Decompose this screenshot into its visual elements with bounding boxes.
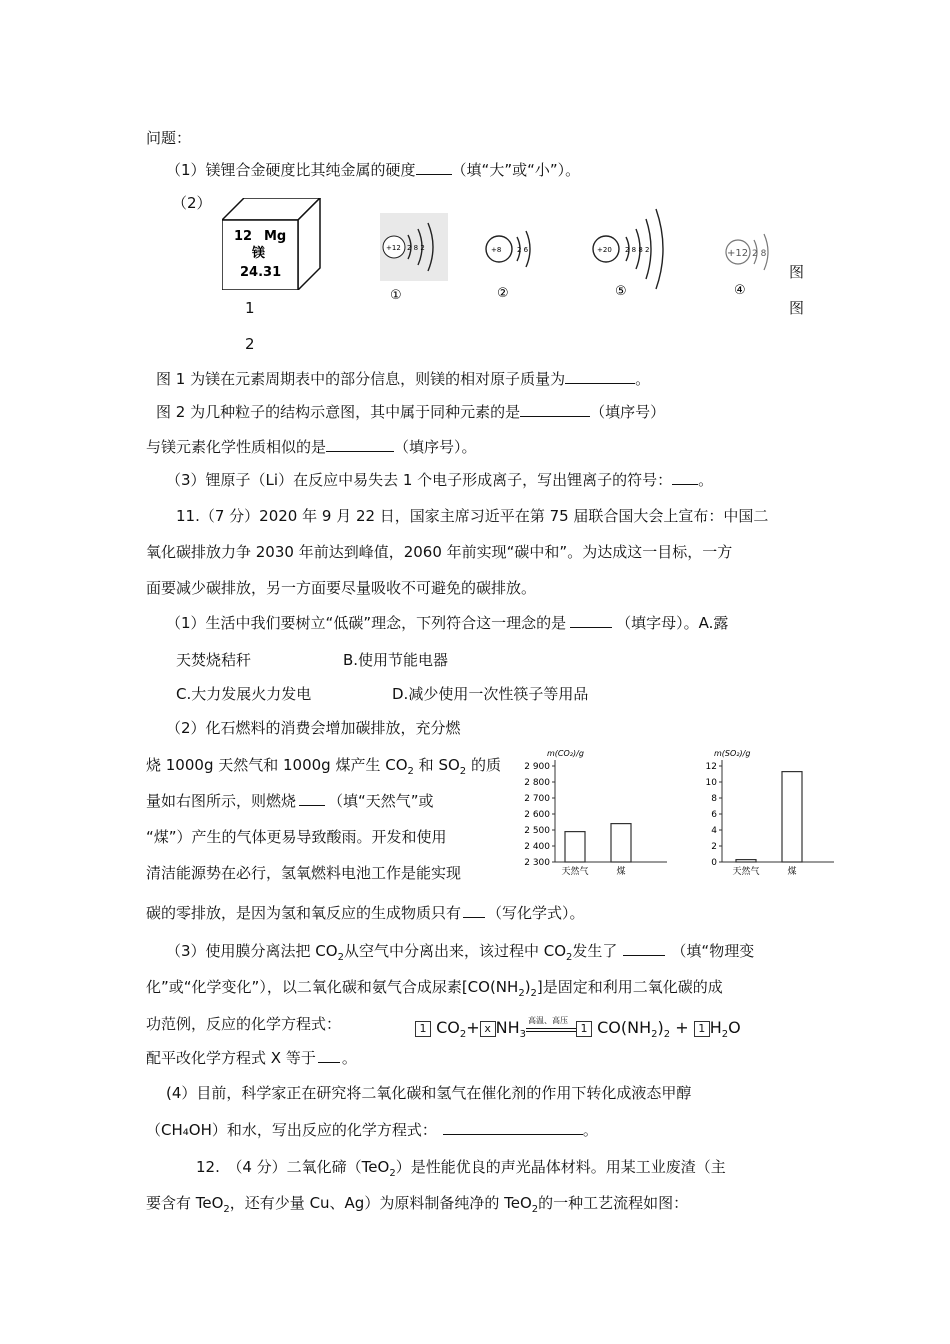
mg-periodic-card — [222, 198, 328, 290]
coef-h2o: 1 — [694, 1021, 710, 1037]
q11-part3-line1: （3）使用膜分离法把 $CO_2$从空气中分离出来，该过程中 $CO_2$发生了 （填“物理变 — [166, 942, 755, 963]
answer-blank[interactable] — [623, 941, 665, 956]
bar-coal — [611, 824, 631, 862]
y-tick-label: 8 — [711, 794, 717, 804]
q11-intro-line1: 11.（7 分）2020 年 9 月 22 日，国家主席习近平在第 75 届联合国大会上宣布：中国二 — [176, 507, 769, 525]
atom-2-label: ② — [497, 286, 509, 301]
q11-part2-line2: 烧 1000g 天然气和 1000g 煤产生 $CO_2$ 和 $SO_2$ 的质 — [146, 756, 501, 777]
atom-diagram-4 — [722, 232, 780, 302]
atom-2-shells: 2 6 — [517, 246, 529, 254]
atom-1-nucleus: +12 — [386, 244, 401, 252]
q11-option-b: B.使用节能电器 — [343, 651, 449, 669]
q11-option-a-tail: 天焚烧秸秆 — [176, 651, 252, 669]
coef-co2: 1 — [415, 1021, 431, 1037]
q11-intro-line2: 氧化碳排放力争 2030 年前达到峰值，2060 年前实现“碳中和”。为达成这一目标，一方 — [146, 543, 733, 561]
answer-blank[interactable] — [672, 470, 698, 485]
atom-4-shells: 2 8 — [752, 249, 767, 259]
bar-natural-gas — [565, 832, 585, 862]
answer-blank[interactable] — [520, 402, 590, 417]
atom-3-shells: 2 8 8 2 — [625, 246, 650, 254]
y-tick-label: 2 600 — [524, 810, 550, 820]
y-tick-label: 2 700 — [524, 794, 550, 804]
x-category-label: 煤 — [616, 867, 626, 877]
q11-part4-line1: (4）目前，科学家正在研究将二氧化碳和氢气在催化剂的作用下转化成液态甲醇 — [166, 1084, 692, 1102]
coef-nh3: x — [480, 1021, 496, 1037]
mg-name: 镁 — [252, 246, 266, 261]
q11-part3-line2: 化”或“化学变化”），以二氧化碳和氨气合成尿素$[CO(NH_2)_2]$是固定和利用二氧化碳的成 — [146, 978, 723, 999]
fig1-number: 1 — [245, 299, 255, 317]
q10-part3: （3）锂原子（Li）在反应中易失去 1 个电子形成离子，写出锂离子的符号： 。 — [166, 471, 714, 489]
q11-part2-line3: 量如右图所示，则燃烧 （填“天然气”或 — [146, 792, 434, 810]
y-axis-label: m(CO₂)/g — [547, 749, 584, 758]
atom-4-label: ④ — [734, 283, 746, 298]
y-tick-label: 2 900 — [524, 762, 550, 772]
fig-char-a: 图 — [789, 263, 805, 281]
answer-blank[interactable] — [326, 437, 394, 452]
q10-fig1-text: 图 1 为镁在元素周期表中的部分信息，则镁的相对原子质量为 。 — [156, 370, 651, 388]
mg-atomic-number: 12 — [234, 229, 253, 244]
q10-fig2-line2: 与镁元素化学性质相似的是 （填序号）。 — [146, 438, 477, 456]
q11-part2-line6: 碳的零排放，是因为氢和氧反应的生成物质只有 （写化学式）。 — [146, 904, 585, 922]
co2-bar-chart — [505, 744, 675, 884]
q10-part1: （1）镁锂合金硬度比其纯金属的硬度 （填“大”或“小”）。 — [166, 161, 581, 179]
x-category-label: 煤 — [787, 867, 797, 877]
coef-urea: 1 — [576, 1021, 592, 1037]
fig2-number: 2 — [245, 335, 255, 353]
answer-blank[interactable] — [416, 160, 452, 175]
atom-diagram-2 — [484, 225, 544, 303]
q12-line2: 要含有 TeO$_2$，还有少量 Cu、Ag）为原料制备纯净的 TeO$_2$的一种工艺流程如图： — [146, 1194, 689, 1215]
q10-fig2-text: 图 2 为几种粒子的结构示意图，其中属于同种元素的是 （填序号） — [156, 403, 666, 421]
q10-part2-label: （2） — [172, 194, 212, 212]
answer-blank[interactable] — [463, 903, 485, 918]
fig-char-b: 图 — [789, 299, 805, 317]
y-axis-label: m(SO₂)/g — [714, 749, 751, 758]
y-tick-label: 2 300 — [524, 858, 550, 868]
y-tick-label: 4 — [711, 826, 717, 836]
answer-blank[interactable] — [565, 369, 635, 384]
atom-4-nucleus: +12 — [727, 248, 749, 259]
answer-blank[interactable] — [318, 1048, 340, 1063]
q12-line1: 12. （4 分）二氧化碲（TeO$_2$）是性能优良的声光晶体材料。用某工业废渣（主 — [196, 1158, 726, 1179]
atom-diagram-1 — [380, 213, 448, 303]
y-tick-label: 2 400 — [524, 842, 550, 852]
urea-equation: 1 $CO_2+ x$ $NH_3$ 高温、高压 1 $CO(NH_2)_2 + 1$ $H_2O$ — [415, 1018, 741, 1045]
q11-part2-line1: （2）化石燃料的消费会增加碳排放，充分燃 — [166, 719, 461, 737]
y-tick-label: 10 — [705, 778, 717, 788]
answer-blank[interactable] — [570, 613, 612, 628]
q11-intro-line3: 面要减少碳排放，另一方面要尽量吸收不可避免的碳排放。 — [146, 579, 537, 597]
atom-3-nucleus: +20 — [597, 246, 612, 254]
bar-coal — [782, 772, 802, 862]
y-tick-label: 2 500 — [524, 826, 550, 836]
q11-part2-line4: “煤”）产生的气体更易导致酸雨。开发和使用 — [146, 828, 447, 846]
y-tick-label: 6 — [711, 810, 717, 820]
intro-text: 问题： — [146, 129, 192, 147]
y-tick-label: 12 — [705, 762, 717, 772]
bar-natural-gas — [736, 860, 756, 862]
q11-option-c: C.大力发展火力发电 — [176, 685, 312, 703]
atom-diagram-3 — [588, 205, 678, 301]
mg-symbol: Mg — [264, 229, 287, 244]
q11-part1: （1）生活中我们要树立“低碳”理念，下列符合这一理念的是 （填字母）。A.露 — [166, 614, 729, 632]
y-tick-label: 2 — [711, 842, 717, 852]
q11-part4-line2: （CH₄OH）和水，写出反应的化学方程式： 。 — [146, 1121, 598, 1139]
q11-part3-line3: 功范例，反应的化学方程式： — [146, 1015, 342, 1033]
y-tick-label: 0 — [711, 858, 717, 868]
x-category-label: 天然气 — [561, 867, 589, 877]
answer-blank[interactable] — [299, 791, 325, 806]
so2-bar-chart — [690, 744, 840, 884]
answer-blank[interactable] — [443, 1120, 583, 1135]
atom-3-label: ⑤ — [615, 284, 627, 299]
q11-part2-line5: 清洁能源势在必行，氢氧燃料电池工作是能实现 — [146, 864, 462, 882]
atom-1-shells: 2 8 2 — [407, 244, 425, 252]
x-category-label: 天然气 — [732, 867, 760, 877]
atom-2-nucleus: +8 — [491, 246, 502, 254]
q11-option-d: D.减少使用一次性筷子等用品 — [392, 685, 589, 703]
reaction-arrow: 高温、高压 — [526, 1020, 576, 1038]
atom-1-label: ① — [390, 288, 402, 303]
q11-part3-line4: 配平改化学方程式 X 等于 。 — [146, 1049, 357, 1067]
y-tick-label: 2 800 — [524, 778, 550, 788]
mg-mass: 24.31 — [240, 265, 282, 280]
